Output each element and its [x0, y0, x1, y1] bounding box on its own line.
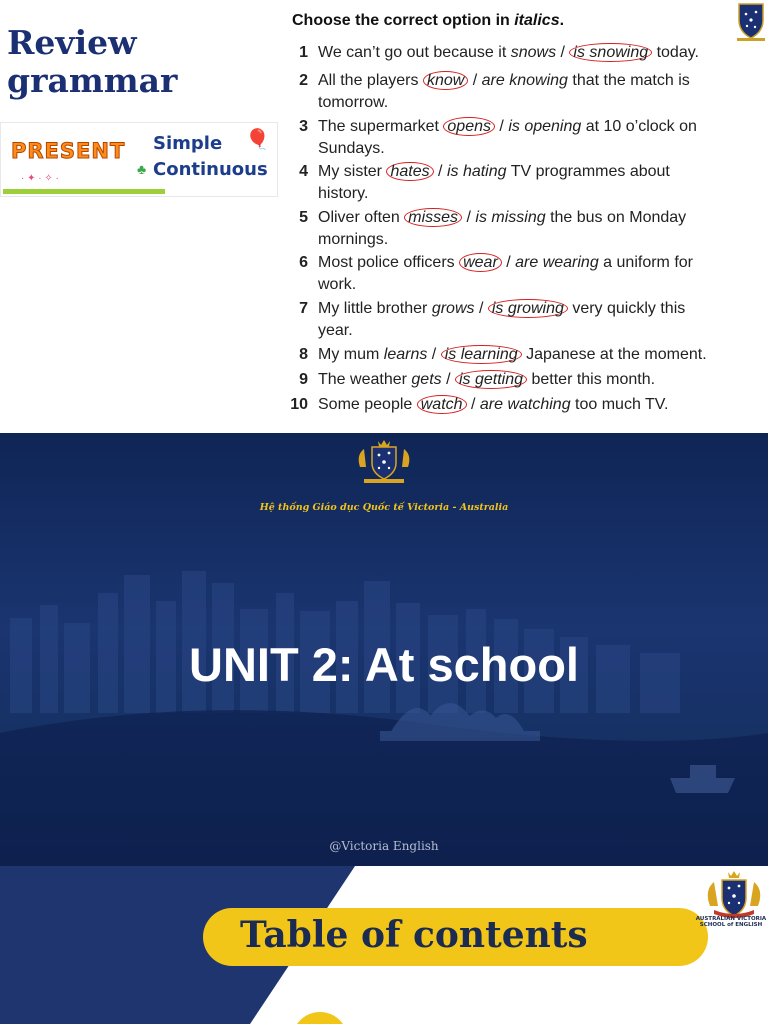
option-two: are wearing: [515, 254, 599, 271]
sentence-start: All the players: [318, 72, 423, 89]
option-separator: /: [466, 396, 480, 413]
sentence-start: My mum: [318, 346, 384, 363]
slide-table-of-contents: [0, 866, 768, 1024]
sentence-start: My little brother: [318, 300, 432, 317]
option-one: know: [423, 71, 468, 90]
item-sentence: [318, 344, 723, 366]
banner-underline: [3, 189, 165, 194]
item-number: 2: [299, 72, 308, 89]
school-crest-logo: [352, 437, 416, 485]
item-sentence: [318, 70, 723, 114]
banner-simple-text: Simple: [153, 133, 223, 154]
option-one: opens: [443, 117, 495, 136]
item-sentence: [318, 369, 723, 391]
option-one: misses: [404, 208, 462, 227]
option-two: are knowing: [481, 72, 568, 89]
doodle-decoration: · ✦ · ✧ ·: [21, 173, 59, 184]
sentence-start: Oliver often: [318, 209, 405, 226]
option-separator: /: [556, 44, 570, 61]
item-sentence: [318, 252, 723, 296]
item-sentence: [318, 42, 723, 64]
option-two: is getting: [455, 370, 527, 389]
unit-title: UNIT 2: At school: [189, 638, 579, 691]
option-separator: /: [494, 118, 509, 135]
option-separator: /: [462, 209, 476, 226]
option-one: grows: [431, 300, 475, 317]
option-one: learns: [383, 346, 428, 363]
item-sentence: [318, 161, 723, 205]
option-separator: /: [433, 163, 447, 180]
present-tense-banner: [0, 122, 278, 197]
option-two: is missing: [475, 209, 546, 226]
sentence-end: too much TV.: [570, 396, 669, 413]
item-sentence: [318, 116, 723, 160]
logo-school-name: AUSTRALIAN VICTORIA SCHOOL of ENGLISH: [695, 916, 767, 928]
balloon-icon: 🎈: [245, 129, 270, 151]
option-two: is learning: [441, 345, 522, 364]
sentence-start: We can’t go out because it: [318, 44, 511, 61]
option-one: hates: [386, 162, 433, 181]
sentence-start: Some people: [318, 396, 417, 413]
option-separator: /: [474, 300, 488, 317]
item-number: 8: [299, 346, 308, 363]
sentence-end: better this month.: [527, 371, 656, 388]
sentence-end: that the match is tomorrow.: [318, 72, 690, 111]
item-number: 1: [299, 44, 308, 61]
slide-review-grammar: [0, 0, 768, 433]
item-number: 10: [290, 396, 308, 413]
item-number: 4: [299, 163, 308, 180]
option-two: is growing: [488, 299, 568, 318]
sentence-end: Japanese at the moment.: [521, 346, 707, 363]
option-one: watch: [417, 395, 467, 414]
school-crest-logo: [734, 0, 768, 42]
sentence-start: Most police officers: [318, 254, 460, 271]
banner-continuous-text: Continuous: [153, 159, 268, 180]
item-sentence: [318, 394, 723, 416]
banner-present-text: PRESENT: [11, 139, 126, 163]
sentence-end: at 10 o’clock on Sundays.: [318, 118, 697, 157]
credit-text: @Victoria English: [329, 839, 439, 853]
option-separator: /: [427, 346, 441, 363]
sentence-start: The weather: [318, 371, 412, 388]
option-one: gets: [411, 371, 442, 388]
toc-title: Table of contents: [240, 914, 588, 956]
sentence-start: My sister: [318, 163, 387, 180]
item-sentence: [318, 298, 723, 342]
slide-title: Review grammar: [7, 23, 178, 100]
sentence-end: a uniform for work.: [318, 254, 693, 293]
exercise-heading: Choose the correct option in italics.: [292, 12, 565, 29]
option-one: wear: [459, 253, 502, 272]
option-one: snows: [510, 44, 557, 61]
clover-icon: ♣: [137, 161, 147, 177]
item-number: 3: [299, 118, 308, 135]
option-separator: /: [468, 72, 482, 89]
option-two: is snowing: [569, 43, 652, 62]
sentence-start: The supermarket: [318, 118, 444, 135]
item-number: 6: [299, 254, 308, 271]
item-number: 7: [299, 300, 308, 317]
item-sentence: [318, 207, 723, 251]
item-number: 5: [299, 209, 308, 226]
option-two: are watching: [479, 396, 571, 413]
slide-unit-title: [0, 433, 768, 866]
option-two: is hating: [446, 163, 507, 180]
option-separator: /: [441, 371, 455, 388]
education-system-name: Hệ thống Giáo dục Quốc tế Victoria - Australia: [259, 502, 509, 513]
sentence-end: very quickly this year.: [318, 300, 686, 339]
option-two: is opening: [508, 118, 582, 135]
sentence-end: TV programmes about history.: [318, 163, 670, 202]
sentence-end: today.: [652, 44, 699, 61]
item-number: 9: [299, 371, 308, 388]
option-separator: /: [501, 254, 516, 271]
sentence-end: the bus on Monday mornings.: [318, 209, 687, 248]
